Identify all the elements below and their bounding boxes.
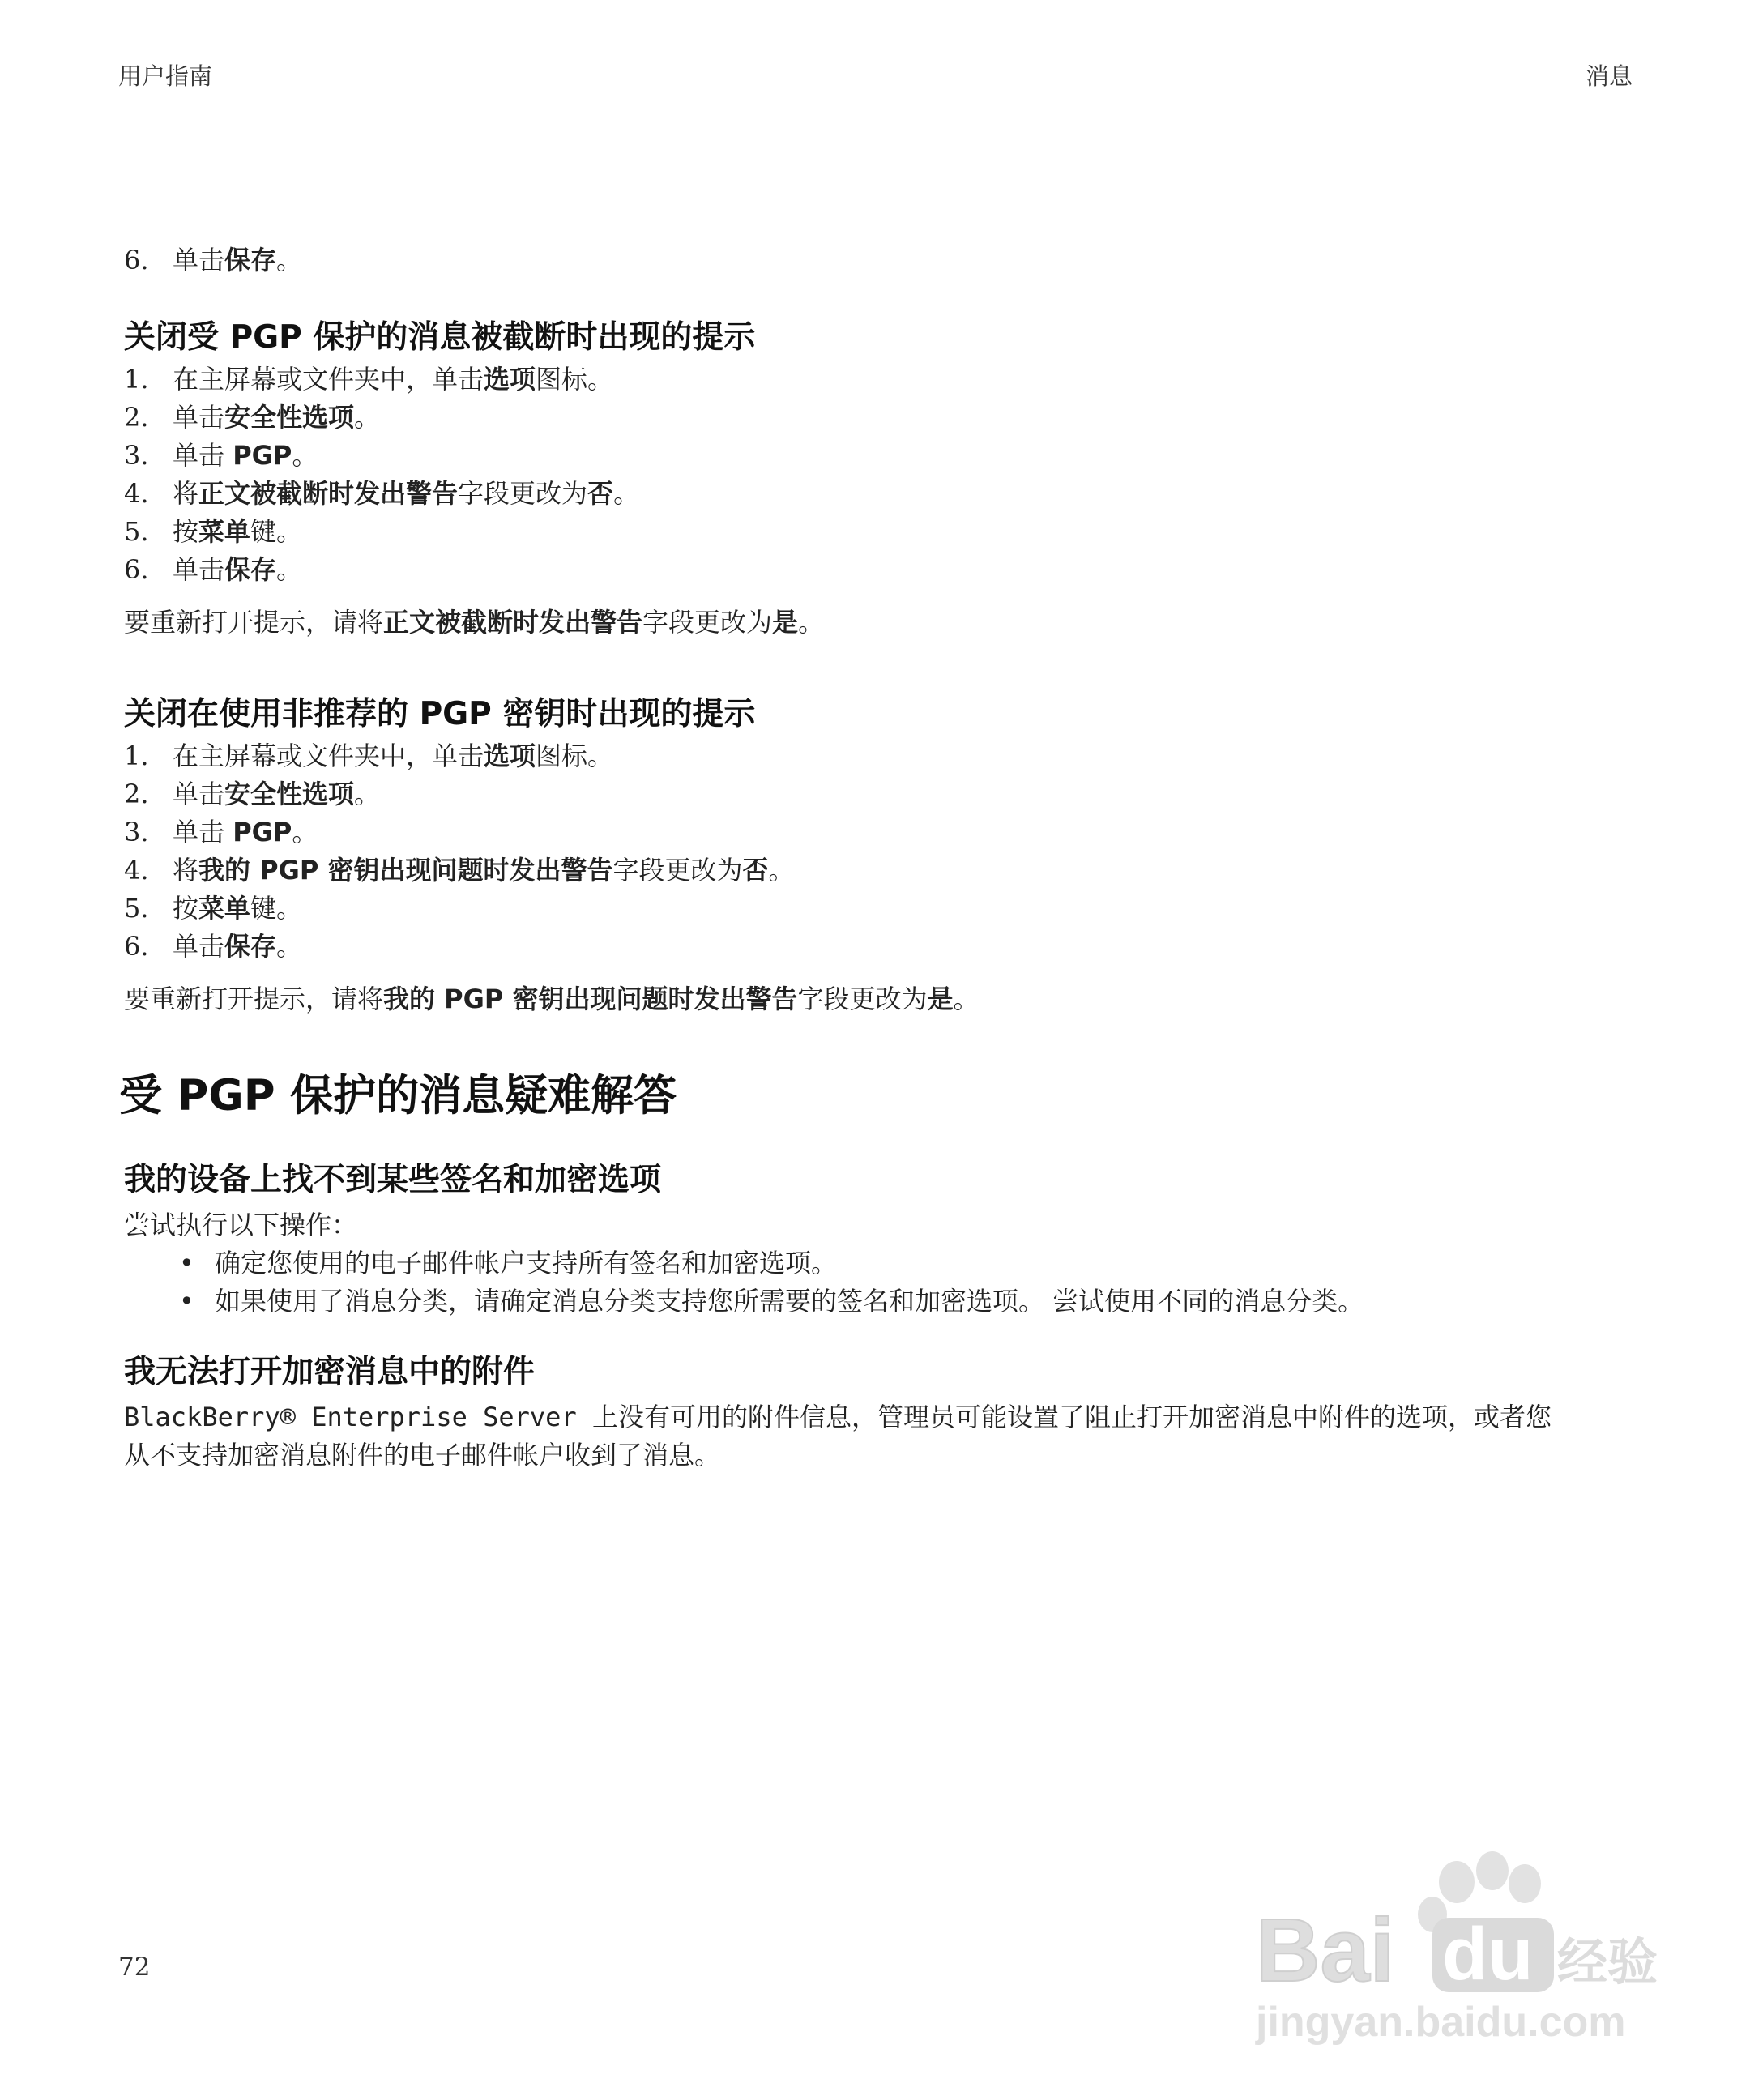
section2-steps [124, 737, 1647, 966]
page-content [119, 241, 1647, 1475]
bullet-item: • 如果使用了消息分类，请确定消息分类支持您所需要的签名和加密选项。 尝试使用不同的消息分类。 [179, 1283, 1647, 1321]
step-item: 6. 单击保存。 [124, 554, 303, 585]
watermark-brand-jingyan: 经验 [1557, 1932, 1658, 1991]
watermark-url: jingyan.baidu.com [1256, 1999, 1626, 2046]
step-item: 3. 单击 PGP。 [124, 817, 318, 847]
section-heading-attachments: 我无法打开加密消息中的附件 [124, 1354, 536, 1390]
section-heading-missing-options: 我的设备上找不到某些签名和加密选项 [124, 1162, 662, 1198]
step-item: 4. 将正文被截断时发出警告字段更改为否。 [124, 478, 640, 509]
section1-note: 要重新打开提示，请将正文被截断时发出警告字段更改为是。 [124, 607, 825, 638]
continued-steps [124, 241, 1647, 280]
section4-body-line1: BlackBerry® Enterprise Server 上没有可用的附件信息，管理员可能设置了阻止打开加密消息中附件的选项，或者您 [124, 1402, 1552, 1432]
step-item: 5. 按菜单键。 [124, 893, 303, 924]
step-item: 6. 单击保存。 [124, 931, 303, 962]
step-item: 3. 单击 PGP。 [124, 440, 318, 471]
bullet-dot: • [179, 1248, 194, 1278]
section-heading-nonrecommended-key-prompt: 关闭在使用非推荐的 PGP 密钥时出现的提示 [124, 696, 756, 732]
section3-intro: 尝试执行以下操作： [124, 1210, 358, 1240]
watermark-brand-bai: Bai [1256, 1901, 1395, 2000]
chapter-heading-troubleshooting: 受 PGP 保护的消息疑难解答 [119, 1071, 677, 1120]
step-item: 4. 将我的 PGP 密钥出现问题时发出警告字段更改为否。 [124, 855, 795, 886]
section1-steps [124, 361, 1647, 589]
step-item: 2. 单击安全性选项。 [124, 402, 381, 433]
section2-note: 要重新打开提示，请将我的 PGP 密钥出现问题时发出警告字段更改为是。 [124, 984, 980, 1014]
running-header-left: 用户指南 [118, 62, 213, 90]
bullet-item: • 确定您使用的电子邮件帐户支持所有签名和加密选项。 [179, 1244, 1647, 1283]
watermark-brand-du: du [1442, 1913, 1534, 1995]
step-item: 1. 在主屏幕或文件夹中，单击选项图标。 [124, 741, 614, 771]
running-header-right: 消息 [1585, 62, 1633, 90]
step-item: 1. 在主屏幕或文件夹中，单击选项图标。 [124, 364, 614, 395]
step-item: 6. 单击保存。 [124, 245, 303, 275]
section-heading-pgp-truncated-prompt: 关闭受 PGP 保护的消息被截断时出现的提示 [124, 319, 756, 356]
bullet-dot: • [179, 1286, 194, 1317]
section3-bullets [124, 1244, 1647, 1321]
section4-body-line2: 从不支持加密消息附件的电子邮件帐户收到了消息。 [124, 1440, 721, 1470]
baidu-jingyan-watermark [1240, 1843, 1661, 2054]
page-number: 72 [118, 1953, 151, 1982]
step-item: 5. 按菜单键。 [124, 516, 303, 547]
step-item: 2. 单击安全性选项。 [124, 779, 381, 809]
